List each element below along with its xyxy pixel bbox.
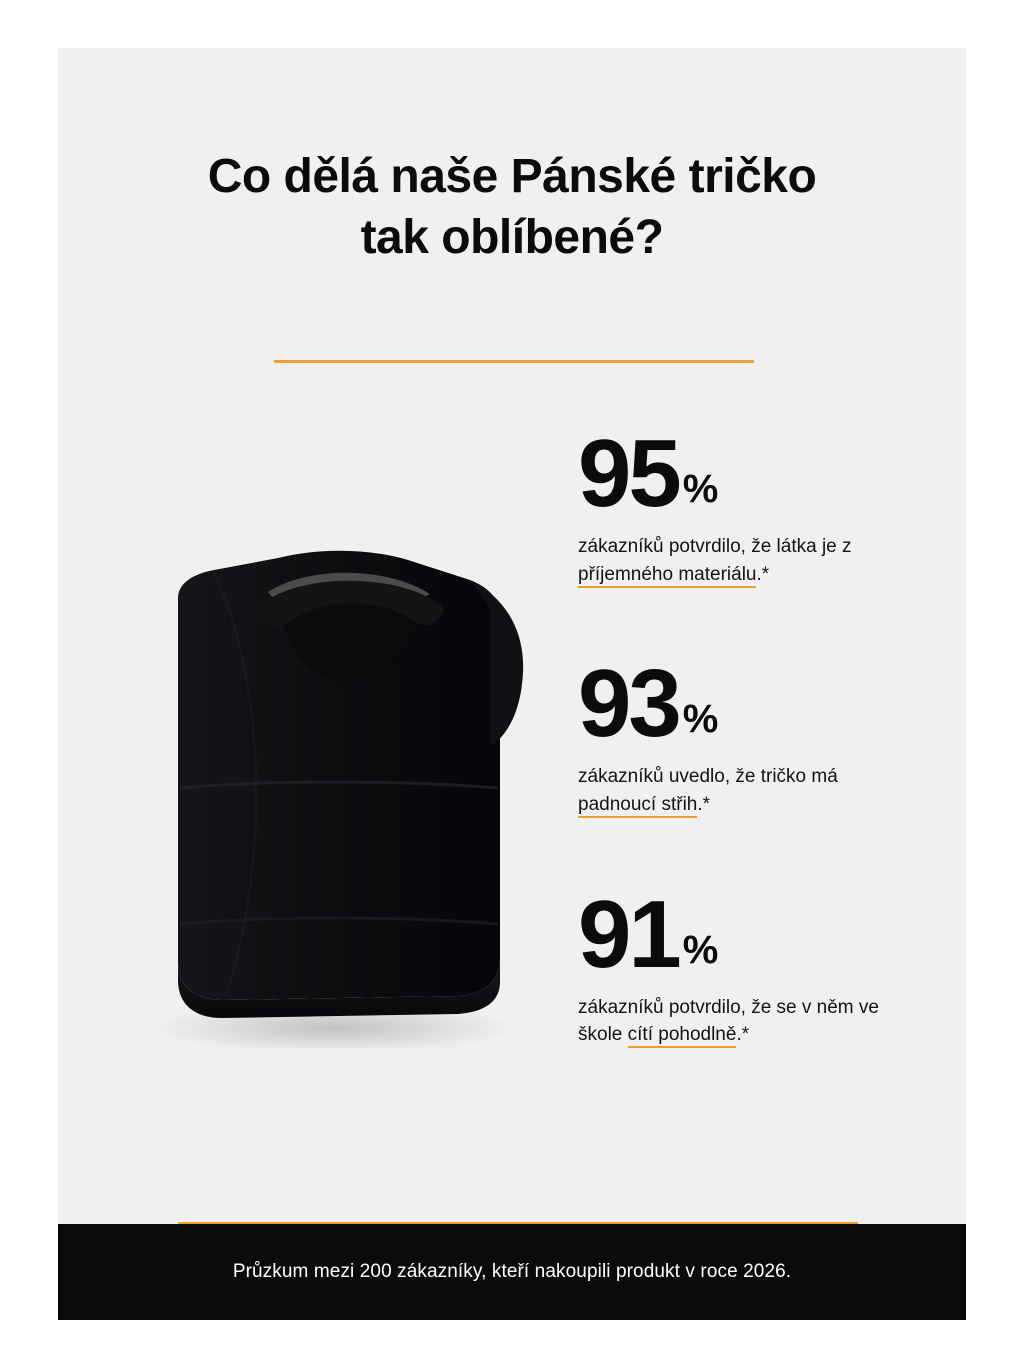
folded-tshirt-icon bbox=[118, 488, 538, 1048]
stat-item bbox=[578, 420, 918, 588]
stat-description-highlight: cítí pohodlně bbox=[628, 1024, 737, 1048]
stat-item bbox=[578, 880, 918, 1049]
stat-number-row bbox=[578, 420, 918, 527]
stat-item bbox=[578, 650, 918, 818]
stat-value: 93 bbox=[578, 650, 679, 758]
accent-divider bbox=[274, 360, 754, 363]
footer-accent-divider bbox=[178, 1222, 858, 1224]
stat-description bbox=[578, 763, 888, 818]
footer-note: Průzkum mezi 200 zákazníky, kteří nakoupili produkt v roce 2026. bbox=[232, 1261, 792, 1282]
poster-canvas bbox=[58, 48, 966, 1320]
stat-description-before: zákazníků uvedlo, že tričko má bbox=[578, 766, 838, 788]
headline-line-1: Co dělá naše Pánské tričko bbox=[207, 150, 817, 203]
stat-description-before: zákazníků potvrdilo, že se v něm ve škole bbox=[578, 996, 879, 1046]
stat-value: 91 bbox=[578, 880, 679, 988]
stat-unit: % bbox=[682, 927, 719, 972]
stat-description-after: .* bbox=[756, 563, 770, 585]
stat-value: 95 bbox=[578, 420, 679, 527]
stat-description-before: zákazníků potvrdilo, že látka je z bbox=[578, 536, 852, 558]
stat-description-after: .* bbox=[736, 1024, 750, 1046]
headline-line-2: tak oblíbené? bbox=[360, 211, 664, 265]
stat-description bbox=[578, 994, 888, 1049]
page-title bbox=[58, 146, 966, 269]
stat-description bbox=[578, 533, 888, 588]
stat-unit: % bbox=[682, 697, 719, 742]
footer-bar bbox=[58, 1224, 966, 1320]
stat-description-highlight: padnoucí střih bbox=[578, 794, 697, 818]
stat-description-after: .* bbox=[697, 794, 711, 816]
product-image bbox=[118, 488, 538, 1048]
stat-unit: % bbox=[682, 467, 719, 512]
stat-number-row bbox=[578, 650, 918, 758]
stat-number-row bbox=[578, 880, 918, 988]
stat-description-highlight: příjemného materiálu bbox=[578, 564, 756, 588]
stats-list bbox=[578, 420, 918, 1049]
